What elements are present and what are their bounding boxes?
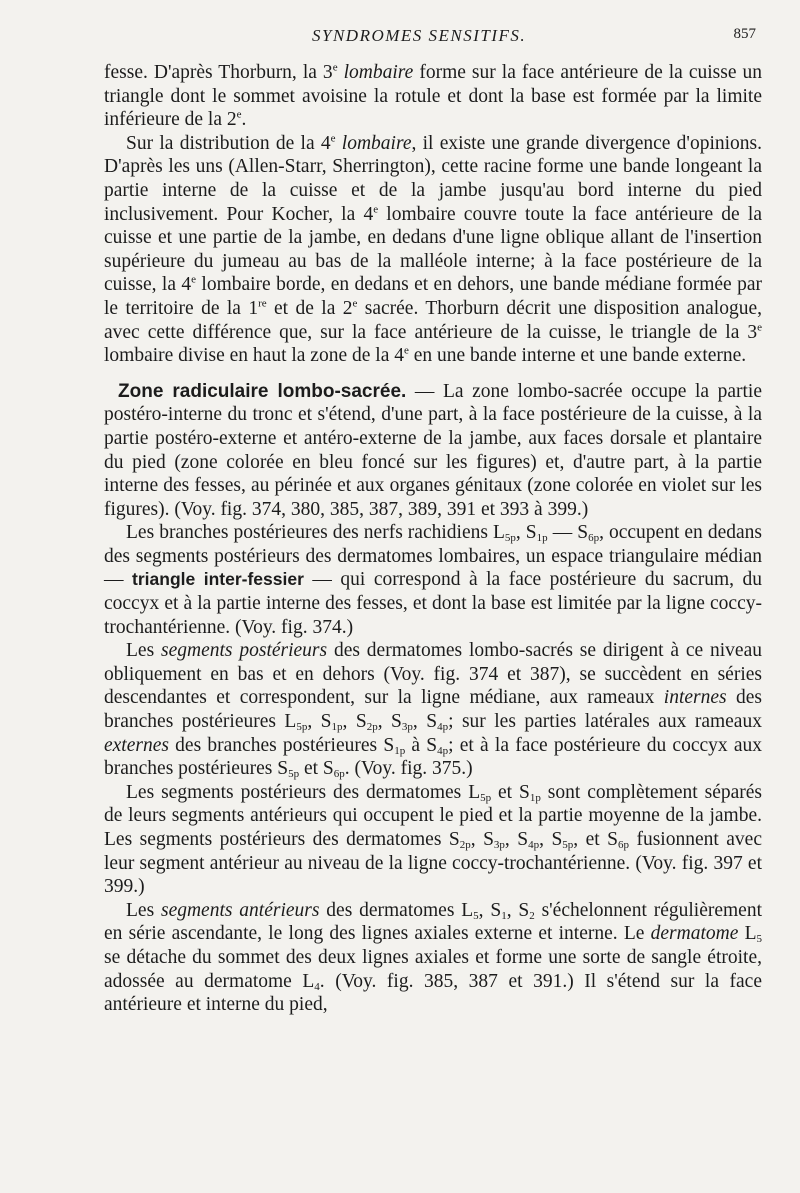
paragraph-6: Les segments postérieurs des dermatomes $L_{5p}$ et $S_{1p}$ sont complètement séparés de leurs segments antérieurs qui occupent le pied et la partie moyenne de la jambe. Les segments postérieurs des dermatomes $S_{2p}$, $S_{3p}$, $S_{4p}$, $S_{5p}$, et $S_{6p}$ fusionnent avec leur segment antérieur au niveau de la ligne coccy-trochantérienne. (Voy. fig. 397 et 399.) [104, 781, 762, 898]
page-header [112, 26, 756, 52]
page-number: 857 [733, 26, 756, 42]
paragraph-1: fesse. D'après Thorburn, la 3e lombaire forme sur la face antérieure de la cuisse un triangle dont le sommet avoisine la rotule et dont la base est formée par la limite inférieure de la 2e. [104, 61, 763, 131]
paragraph-7: Les segments antérieurs des dermatomes $L_5$, $S_1$, $S_2$ s'échelonnent régulièrement en série ascendante, le long des lignes axiales externe et interne. Le dermatome $L_5$ se détache du sommet des deux lignes axiales et forme une sorte de sangle étroite, adossée au dermatome $L_4$. (Voy. fig. 385, 387 et 391.) Il s'étend sur la face antérieure et interne du pied, [104, 899, 762, 1016]
paragraph-4: Les branches postérieures des nerfs rachidiens $L_{5p}$, $S_{1p}$ — $S_{6p}$, occupent en dedans des segments postérieurs des dermatomes lombaires, un espace triangulaire médian — triangle inter-fessier — qui correspond à la face postérieure du sacrum, du coccyx et à la partie interne des fesses, et dont la base est limitée par la ligne coccy-trochantérienne. (Voy. fig. 374.) [104, 522, 763, 638]
paragraph-5: Les segments postérieurs des dermatomes lombo-sacrés se dirigent à ce niveau obliquement en bas et en dehors (Voy. fig. 374 et 387), se succèdent en séries descendantes et correspondent, sur la ligne médiane, aux rameaux internes des branches postérieures $L_{5p}$, $S_{1p}$, $S_{2p}$, $S_{3p}$, $S_{4p}$; sur les parties latérales aux rameaux externes des branches postérieures $S_{1p}$ à $S_{4p}$; et à la face postérieure du coccyx aux branches postérieures $S_{5p}$ et $S_{6p}$. (Voy. fig. 375.) [104, 640, 763, 781]
paragraph-2: Sur la distribution de la 4e lombaire, il existe une grande divergence d'opinions. D'après les uns (Allen-Starr, Sherrington), cette racine forme une bande longeant la partie interne de la cuisse et de la jambe jusqu'au bord interne du pied inclusivement. Pour Kocher, la 4e lombaire couvre toute la face antérieure de la cuisse et une partie de la jambe, en dedans d'une ligne oblique allant de l'insertion supérieure du jumeau au bas de la malléole interne; à la face postérieure de la cuisse, la 4e lombaire borde, en dedans et en dehors, une bande médiane formée par le territoire de la 1re et de la 2e sacrée. Thorburn décrit une disposition analogue, avec cette différence que, sur la face antérieure de la cuisse, le triangle de la 3e lombaire divise en haut la zone de la 4e en une bande interne et une bande externe. [104, 132, 762, 367]
paragraph-3: Zone radiculaire lombo-sacrée. — La zone lombo-sacrée occupe la partie postéro-interne du tronc et s'étend, d'une part, à la face postérieure de la cuisse, à la partie postéro-externe et antéro-externe de la jambe, aux faces dorsale et plantaire du pied (zone colorée en bleu foncé sur les figures) et, d'autre part, à la partie interne des fesses, au périnée et aux organes génitaux (zone colorée en violet sur les figures). (Voy. fig. 374, 380, 385, 387, 389, 391 et 393 à 399.) [104, 380, 762, 520]
running-title: SYNDROMES SENSITIFS. [312, 26, 527, 45]
section-heading: Zone radiculaire lombo-sacrée. [118, 380, 407, 402]
bold-term: triangle inter-fessier [132, 569, 304, 590]
body-text [104, 61, 762, 1017]
